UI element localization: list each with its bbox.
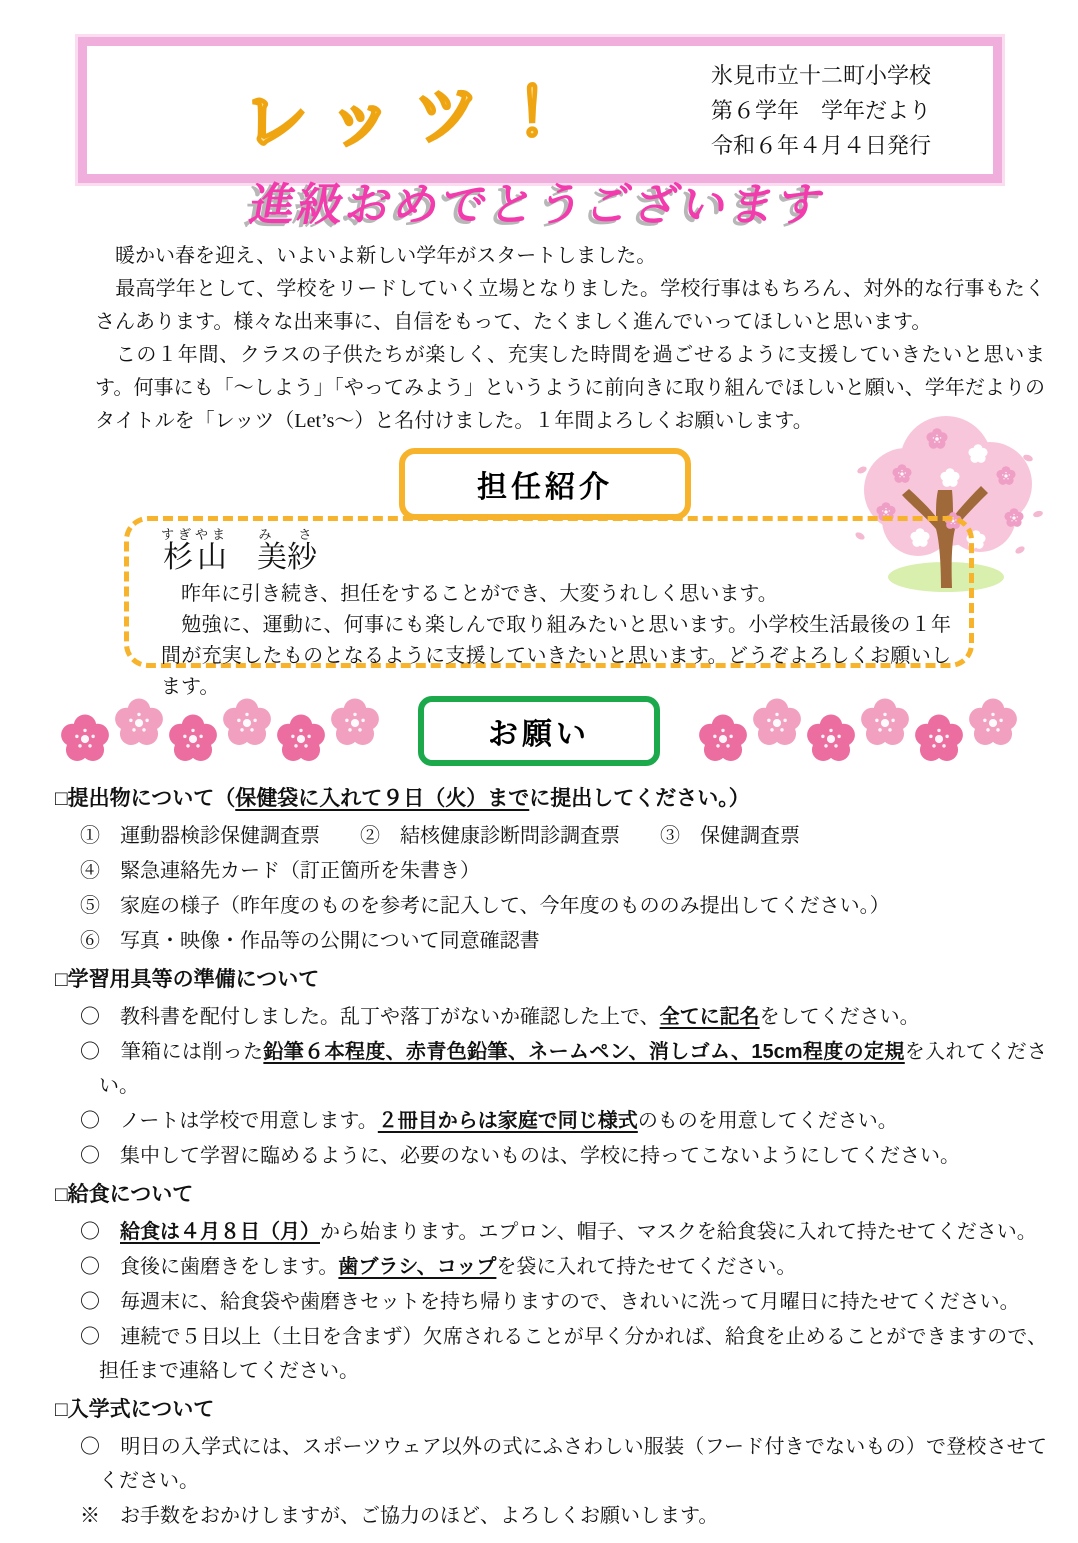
teacher-name-last: 杉山すぎやま bbox=[161, 527, 230, 574]
sakura-row-left bbox=[58, 706, 382, 756]
sakura-row-right bbox=[696, 706, 1020, 756]
list-item: 〇 集中して学習に臨めるように、必要のないものは、学校に持ってこないようにしてください。 bbox=[80, 1145, 960, 1167]
header-title-frame bbox=[78, 37, 1002, 183]
section-heading: □学習用具等の準備について bbox=[55, 968, 320, 991]
teacher-message bbox=[161, 579, 951, 703]
sakura-flower-icon bbox=[752, 698, 802, 748]
newsletter-title: レッツ！ bbox=[242, 71, 586, 161]
intro-paragraph: 最高学年として、学校をリードしていく立場となりました。学校行事はもちろん、対外的な行事もたくさんあります。様々な出来事に、自信をもって、たくましく進んでいってほしいと思います。 bbox=[95, 278, 1045, 333]
intro-paragraph: 暖かい春を迎え、いよいよ新しい学年がスタートしました。 bbox=[95, 245, 657, 267]
notice-sections bbox=[55, 780, 1047, 1538]
sakura-flower-icon bbox=[914, 714, 964, 764]
issue-date-line: 令和６年４月４日発行 bbox=[711, 132, 932, 158]
list-item: ⑥ 写真・映像・作品等の公開について同意確認書 bbox=[80, 930, 540, 952]
list-item: 〇 給食は４月８日（月）から始まります。エプロン、帽子、マスクを給食袋に入れて持たせてください。 bbox=[80, 1221, 1037, 1243]
section-lunch bbox=[55, 1178, 1047, 1388]
congratulations-heading: 進級おめでとうございます bbox=[245, 179, 831, 230]
school-info-block bbox=[711, 58, 993, 163]
section-heading: □給食について bbox=[55, 1183, 194, 1206]
intro-paragraphs bbox=[95, 240, 1045, 438]
list-item: ※ お手数をおかけしますが、ご協力のほど、よろしくお願いします。 bbox=[80, 1505, 719, 1527]
request-label-box bbox=[418, 696, 660, 766]
sakura-flower-icon bbox=[330, 698, 380, 748]
list-item: 〇 筆箱には削った鉛筆６本程度、赤青色鉛筆、ネームペン、消しゴム、15cm程度の定規を入れてください。 bbox=[80, 1041, 1048, 1097]
teacher-name-first: 美紗み さ bbox=[257, 527, 318, 574]
list-item: 〇 ノートは学校で用意します。２冊目からは家庭で同じ様式のものを用意してください。 bbox=[80, 1110, 898, 1132]
teacher-profile-box bbox=[124, 516, 974, 698]
sakura-flower-icon bbox=[222, 698, 272, 748]
teacher-intro-label-box bbox=[399, 448, 691, 520]
list-item: 〇 毎週末に、給食袋や歯磨きセットを持ち帰りますので、きれいに洗って月曜日に持たせてください。 bbox=[80, 1291, 1020, 1313]
sakura-flower-icon bbox=[60, 714, 110, 764]
section-heading: □提出物について（保健袋に入れて９日（火）までに提出してください。） bbox=[55, 787, 750, 810]
teacher-message-line: 昨年に引き続き、担任をすることができ、大変うれしく思います。 bbox=[161, 583, 778, 605]
sakura-flower-icon bbox=[860, 698, 910, 748]
sakura-flower-icon bbox=[276, 714, 326, 764]
grade-line: 第６学年 学年だより bbox=[711, 97, 932, 123]
section-heading: □入学式について bbox=[55, 1398, 215, 1421]
sakura-flower-icon bbox=[968, 698, 1018, 748]
title-wrap bbox=[87, 63, 711, 161]
list-item: ① 運動器検診保健調査票 ② 結核健康診断問診調査票 ③ 保健調査票 bbox=[80, 825, 800, 847]
sakura-flower-icon bbox=[806, 714, 856, 764]
sakura-flower-icon bbox=[698, 714, 748, 764]
sakura-flower-icon bbox=[114, 698, 164, 748]
section-submissions bbox=[55, 782, 1047, 958]
school-name: 氷見市立十二町小学校 bbox=[711, 62, 932, 88]
sakura-flower-icon bbox=[168, 714, 218, 764]
section-supplies bbox=[55, 963, 1047, 1173]
teacher-intro-label: 担任紹介 bbox=[477, 471, 613, 504]
teacher-message-line: 勉強に、運動に、何事にも楽しんで取り組みたいと思います。小学校生活最後の１年間が充実したものとなるように支援していきたいと思います。どうぞよろしくお願いします。 bbox=[161, 614, 951, 698]
list-item: 〇 食後に歯磨きをします。歯ブラシ、コップを袋に入れて持たせてください。 bbox=[80, 1256, 797, 1278]
list-item: 〇 明日の入学式には、スポーツウェア以外の式にふさわしい服装（フード付きでないもの）で登校させてください。 bbox=[80, 1436, 1047, 1492]
request-banner-row bbox=[58, 690, 1020, 772]
teacher-name-line bbox=[161, 527, 951, 573]
request-label: お願い bbox=[488, 718, 590, 751]
list-item: ⑤ 家庭の様子（昨年度のものを参考に記入して、今年度のもののみ提出してください。） bbox=[80, 895, 890, 917]
intro-paragraph: この１年間、クラスの子供たちが楽しく、充実した時間を過ごせるように支援していきたいと思います。何事にも「～しよう」「やってみよう」というように前向きに取り組んでほしいと願い、学年だよりのタイトルを「レッツ（Let’s～）と名付けました。１年間よろしくお願いします。 bbox=[95, 344, 1045, 432]
list-item: ④ 緊急連絡先カード（訂正箇所を朱書き） bbox=[80, 860, 480, 882]
list-item: 〇 連続で５日以上（土日を含まず）欠席されることが早く分かれば、給食を止めることができますので、担任まで連絡してください。 bbox=[80, 1326, 1047, 1382]
list-item: 〇 教科書を配付しました。乱丁や落丁がないか確認した上で、全てに記名をしてください。 bbox=[80, 1006, 920, 1028]
section-entrance-ceremony bbox=[55, 1393, 1047, 1533]
